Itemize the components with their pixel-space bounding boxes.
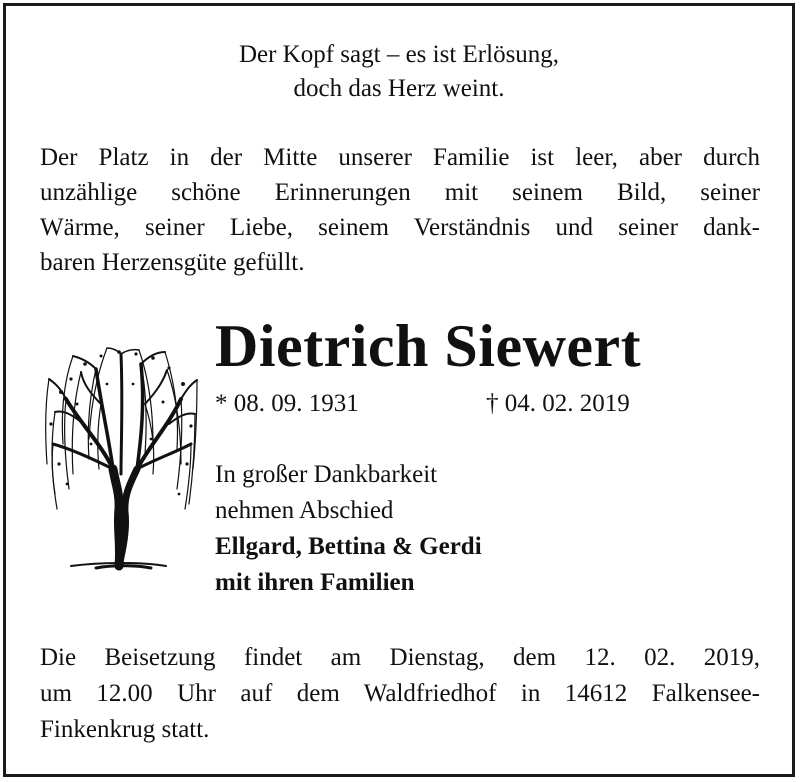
- burial-paragraph: [40, 640, 760, 748]
- mourners-block: [215, 457, 482, 601]
- birth-date: * 08. 09. 1931: [215, 390, 359, 417]
- death-date: † 04. 02. 2019: [486, 390, 630, 417]
- burial-line-1: Die Beisetzung findet am Dienstag, dem 12. 02. 2019,: [40, 644, 760, 671]
- intro-paragraph: [40, 140, 760, 280]
- quote-line-1: Der Kopf sagt – es ist Erlösung,: [238, 41, 560, 68]
- intro-line-3: Wärme, seiner Liebe, seinem Verständnis und seiner dank-: [40, 214, 760, 241]
- burial-line-2: um 12.00 Uhr auf dem Waldfriedhof in 14612 Falkensee-: [40, 680, 760, 707]
- intro-line-1: Der Platz in der Mitte unserer Familie ist leer, aber durch: [40, 144, 760, 171]
- weeping-tree-icon: [41, 344, 201, 574]
- intro-line-2: unzählige schöne Erinnerungen mit seinem Bild, seiner: [40, 179, 760, 206]
- obituary-frame: [3, 3, 795, 777]
- deceased-name: Dietrich Siewert: [215, 313, 642, 379]
- mourners-names: Ellgard, Bettina & Gerdi: [215, 533, 482, 560]
- quote: [6, 38, 792, 106]
- intro-line-4: baren Herzensgüte gefüllt.: [40, 249, 305, 276]
- burial-line-3: Finkenkrug statt.: [40, 716, 210, 743]
- mourners-families: mit ihren Familien: [215, 569, 415, 596]
- mourners-line-2: nehmen Abschied: [215, 497, 394, 524]
- quote-line-2: doch das Herz weint.: [293, 75, 505, 102]
- mourners-line-1: In großer Dankbarkeit: [215, 461, 438, 488]
